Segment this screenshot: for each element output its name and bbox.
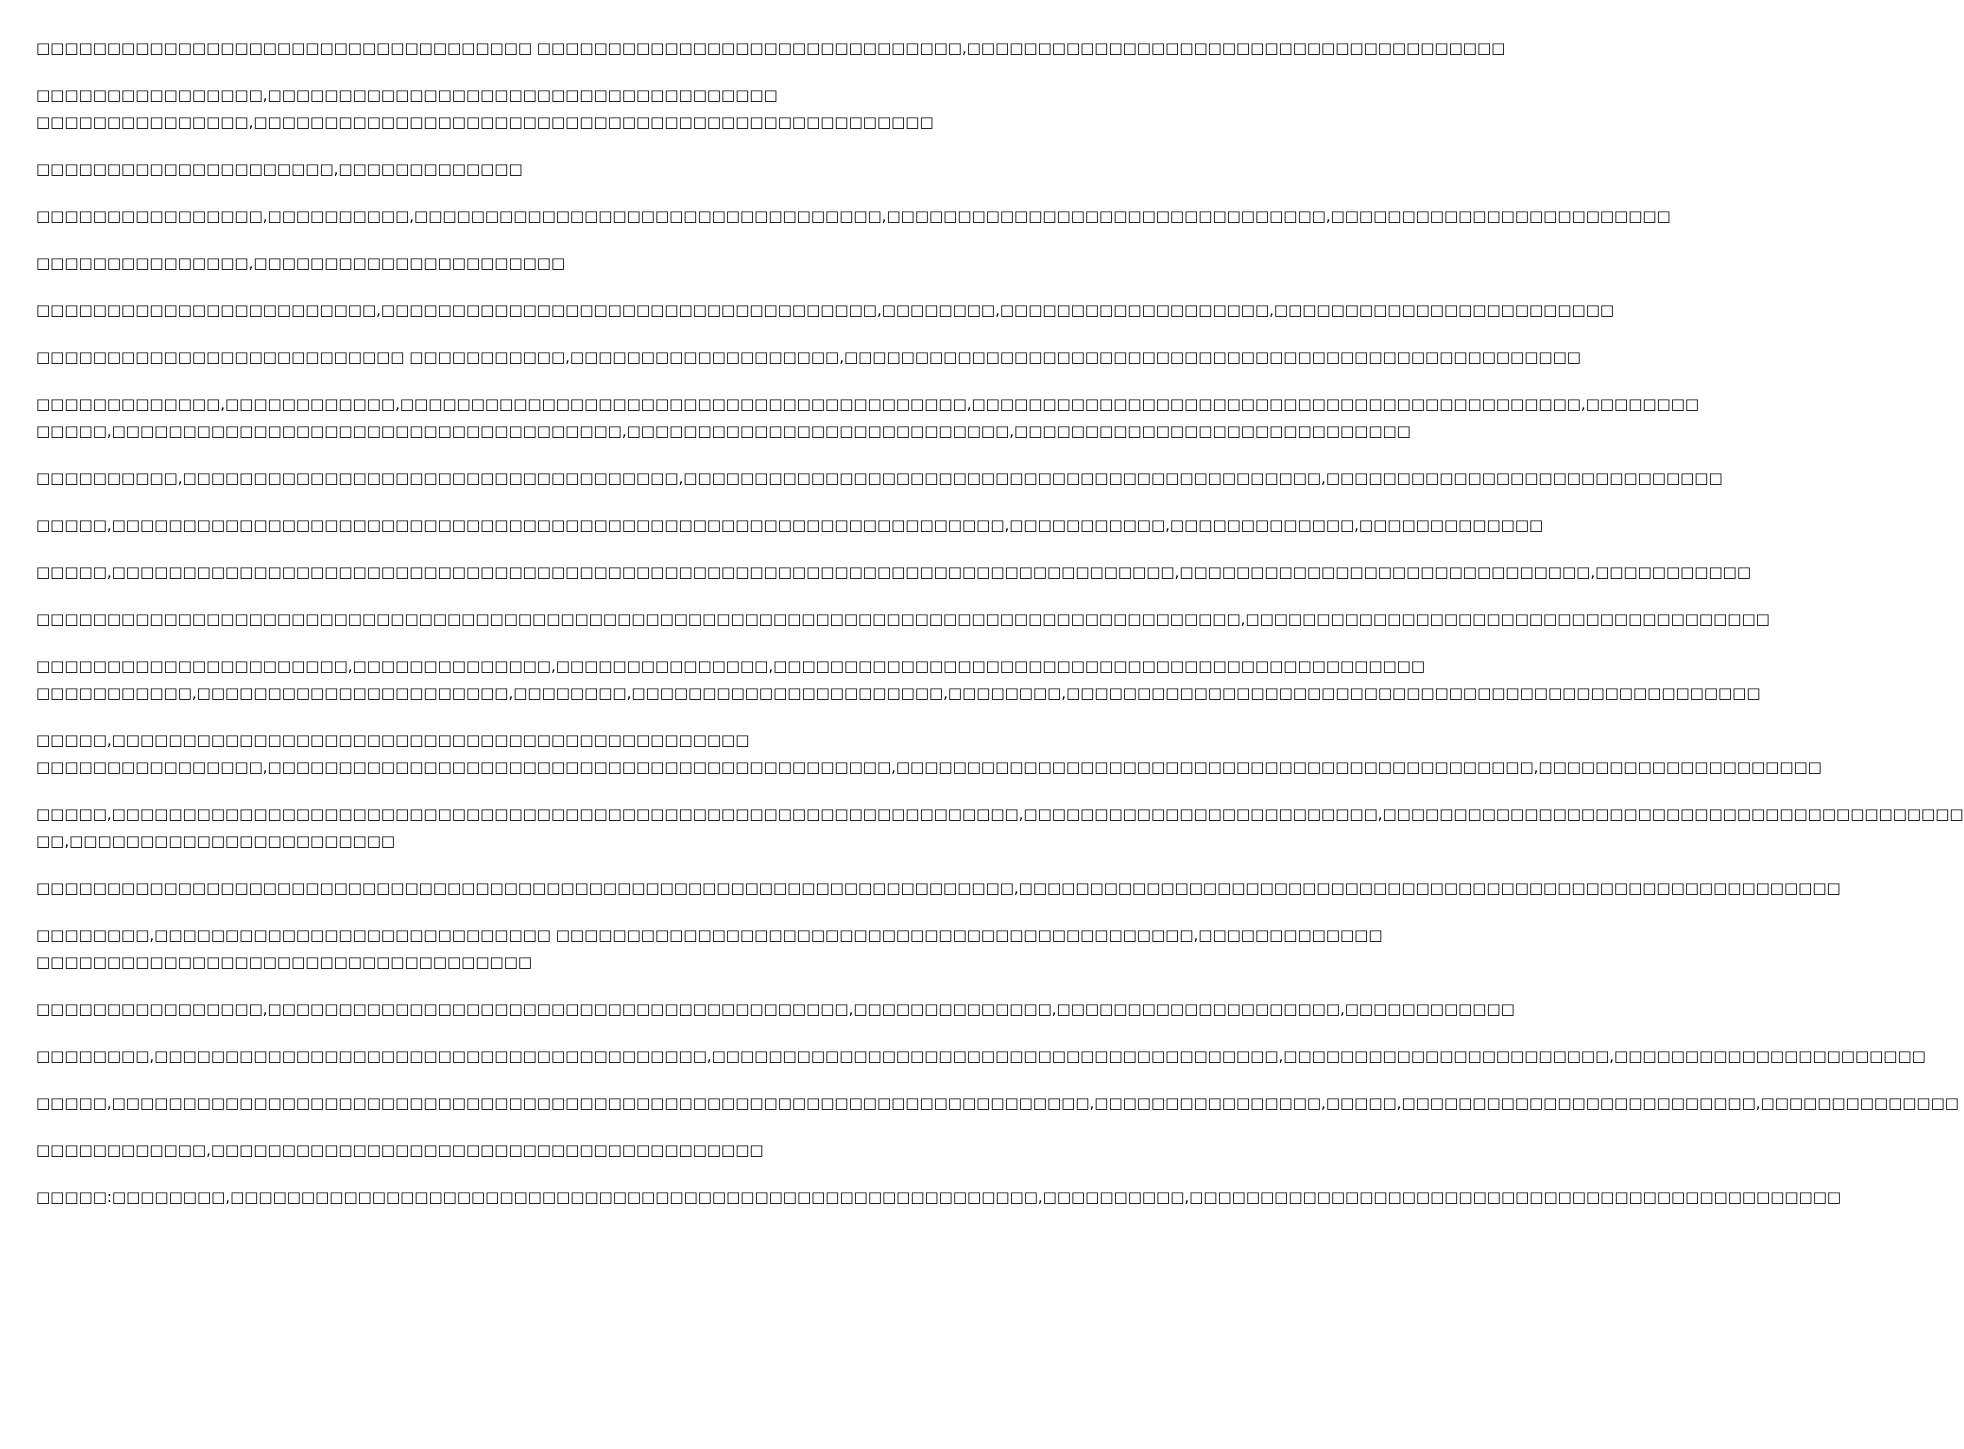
paragraph <box>36 730 1822 777</box>
text-line: □□□□□□□□□□□□□□□□□□□□□□□□□□□□□□□□□□□□□□□□□□□□□□□□□□□□□□□□□□□□□□□□□□□□□□□□□□□□□□□□□□□□□,□□□□□□□□□□□□□□□□□□□□□□□□□□□□□□□□□□□□□ <box>36 610 1770 628</box>
paragraph <box>36 206 1671 226</box>
paragraph <box>36 1093 1959 1113</box>
paragraph <box>36 85 990 132</box>
paragraph <box>36 38 1506 58</box>
text-line: □□□□□□□□□□□□□,□□□□□□□□□□□□,□□□□□□□□□□□□□□□□□□□□□□□□□□□□□□□□□□□□□□□□,□□□□□□□□□□□□□□□□□□□□□□□□□□□□□□□□□□□□□□□□□□□,□□□□□□□□ <box>36 395 1700 413</box>
text-line: □□□□□□□□□□□□□□□□□□□□□□□□□□ □□□□□□□□□□□,□□□□□□□□□□□□□□□□□□□,□□□□□□□□□□□□□□□□□□□□□□□□□□□□□□□□□□□□□□□□□□□□□□□□□□□□ <box>36 348 1581 366</box>
text-line: □□□□□□□□□□□□□□□□□□□□□□□□□□□□□□□□□□□ □□□□□□□□□□□□□□□□□□□□□□□□□□□□□□,□□□□□□□□□□□□□□□□□□□□□□□□□□□□□□□□□□□□□□ <box>36 39 1506 57</box>
text-line: □□□□□□□□□□,□□□□□□□□□□□□□□□□□□□□□□□□□□□□□□□□□□□,□□□□□□□□□□□□□□□□□□□□□□□□□□□□□□□□□□□□□□□□□□□□□,□□□□□□□□□□□□□□□□□□□□□□□□□□□□ <box>36 469 1723 487</box>
paragraph <box>36 159 990 179</box>
paragraph <box>36 1140 990 1160</box>
text-line: □□□□□,□□□□□□□□□□□□□□□□□□□□□□□□□□□□□□□□□□□□□□□□□□□□□□□□□□□□□□□□□□□□□□□,□□□□□□□□□□□,□□□□□□□□□□□□□,□□□□□□□□□□□□□ <box>36 516 1544 534</box>
text-line: □□□□□□□□□□□□□□□□,□□□□□□□□□□□□□□□□□□□□□□□□□□□□□□□□□□□□□□□□□,□□□□□□□□□□□□□□,□□□□□□□□□□□□□□□□□□□□,□□□□□□□□□□□□ <box>36 1000 1515 1018</box>
paragraph <box>36 804 1964 851</box>
text-line: □□□□□,□□□□□□□□□□□□□□□□□□□□□□□□□□□□□□□□□□□□□□□□□□□□□□□□□□□□□□□□□□□□□□□□□□□□□,□□□□□□□□□□□□□□□□,□□□□□,□□□□□□□□□□□□□□□□□□□□□□□□□,□□□□□□□□□□□□□□ <box>36 1094 1959 1112</box>
text-line: □□□□□□□□□□□□□□□□□□□□□□□□,□□□□□□□□□□□□□□□□□□□□□□□□□□□□□□□□□□□,□□□□□□□□,□□□□□□□□□□□□□□□□□□□,□□□□□□□□□□□□□□□□□□□□□□□□ <box>36 301 1615 319</box>
text-line: □□□□□□□□,□□□□□□□□□□□□□□□□□□□□□□□□□□□□□□□□□□□□□□□,□□□□□□□□□□□□□□□□□□□□□□□□□□□□□□□□□□□□□□□□,□□□□□□□□□□□□□□□□□□□□□□□,□□□□□□□□□□□□□□□□□□□□□□ <box>36 1047 1926 1065</box>
text-line: □□,□□□□□□□□□□□□□□□□□□□□□□□ <box>36 832 396 850</box>
paragraph <box>36 253 990 273</box>
text-line: □□□□□□□□□□□,□□□□□□□□□□□□□□□□□□□□□□,□□□□□□□□,□□□□□□□□□□□□□□□□□□□□□□,□□□□□□□□,□□□□□□□□□□□□□□□□□□□□□□□□□□□□□□□□□□□□□□□□□□□□□□□□□ <box>36 684 1761 702</box>
paragraph <box>36 925 1383 972</box>
paragraph <box>36 468 1723 488</box>
paragraph <box>36 609 1770 629</box>
text-line: □□□□□,□□□□□□□□□□□□□□□□□□□□□□□□□□□□□□□□□□□□□□□□□□□□□□□□□□□□□□□□□□□□□□□□,□□□□□□□□□□□□□□□□□□□□□□□□□,□□□□□□□□□□□□□□□□□□□□□□□□□□□□□□□□□□□□□□□□□ <box>36 805 1964 823</box>
paragraph <box>36 394 1700 441</box>
paragraph <box>36 999 1515 1019</box>
text-line: □□□□□□□□□□□□□□□□□□□□□□□□□□□□□□□□□□□ <box>36 953 533 971</box>
text-line: □□□□□□□□□□□□□□□□□□□□□□□□□□□□□□□□□□□□□□□□□□□□□□□□□□□□□□□□□□□□□□□□□□□□□,□□□□□□□□□□□□□□□□□□□□□□□□□□□□□□□□□□□□□□□□□□□□□□□□□□□□□□□□□□ <box>36 879 1841 897</box>
paragraph <box>36 347 1581 367</box>
text-line: □□□□□:□□□□□□□□,□□□□□□□□□□□□□□□□□□□□□□□□□□□□□□□□□□□□□□□□□□□□□□□□□□□□□□□□□,□□□□□□□□□□,□□□□□□□□□□□□□□□□□□□□□□□□□□□□□□□□□□□□□□□□□□□□□□ <box>36 1188 1842 1206</box>
paragraph <box>36 878 1841 898</box>
text-line: □□□□□,□□□□□□□□□□□□□□□□□□□□□□□□□□□□□□□□□□□□□□□□□□□□□□□□□□□□□□□□□□□□□□□□□□□□□□□□□□□,□□□□□□□□□□□□□□□□□□□□□□□□□□□□□,□□□□□□□□□□□ <box>36 563 1751 581</box>
text-line: □□□□□□□□□□□□□□□,□□□□□□□□□□□□□□□□□□□□□□ <box>36 254 566 272</box>
text-line: □□□□□□□□□□□□□□□□,□□□□□□□□□□□□□□□□□□□□□□□□□□□□□□□□□□□□□□□□□□□□,□□□□□□□□□□□□□□□□□□□□□□□□□□□□□□□□□□□□□□□□□□□□□,□□□□□□□□□□□□□□□□□□□□ <box>36 758 1822 776</box>
paragraph <box>36 1187 1842 1207</box>
text-line: □□□□□,□□□□□□□□□□□□□□□□□□□□□□□□□□□□□□□□□□□□□□□□□□□□□ <box>36 731 750 749</box>
paragraph <box>36 515 1544 535</box>
paragraph <box>36 1046 1926 1066</box>
text-line: □□□□□□□□□□□□,□□□□□□□□□□□□□□□□□□□□□□□□□□□□□□□□□□□□□□□ <box>36 1141 764 1159</box>
text-line: □□□□□□□□□□□□□□□□□□□□□□,□□□□□□□□□□□□□□,□□□□□□□□□□□□□□□,□□□□□□□□□□□□□□□□□□□□□□□□□□□□□□□□□□□□□□□□□□□□□□ <box>36 657 1426 675</box>
text-line: □□□□□□□□□□□□□□□□□□□□□,□□□□□□□□□□□□□ <box>36 160 523 178</box>
paragraph <box>36 656 1761 703</box>
text-line: □□□□□,□□□□□□□□□□□□□□□□□□□□□□□□□□□□□□□□□□□□,□□□□□□□□□□□□□□□□□□□□□□□□□□□,□□□□□□□□□□□□□□□□□□□□□□□□□□□□ <box>36 422 1411 440</box>
text-line: □□□□□□□□□□□□□□□□,□□□□□□□□□□□□□□□□□□□□□□□□□□□□□□□□□□□□ <box>36 86 778 104</box>
paragraph <box>36 562 1751 582</box>
document-body <box>36 38 1964 1234</box>
text-line: □□□□□□□□,□□□□□□□□□□□□□□□□□□□□□□□□□□□□ □□□□□□□□□□□□□□□□□□□□□□□□□□□□□□□□□□□□□□□□□□□□□,□□□□□□□□□□□□□ <box>36 926 1383 944</box>
text-line: □□□□□□□□□□□□□□□□,□□□□□□□□□□,□□□□□□□□□□□□□□□□□□□□□□□□□□□□□□□□□,□□□□□□□□□□□□□□□□□□□□□□□□□□□□□□□,□□□□□□□□□□□□□□□□□□□□□□□□ <box>36 207 1671 225</box>
paragraph <box>36 300 1615 320</box>
text-line: □□□□□□□□□□□□□□□,□□□□□□□□□□□□□□□□□□□□□□□□□□□□□□□□□□□□□□□□□□□□□□□□ <box>36 113 934 131</box>
